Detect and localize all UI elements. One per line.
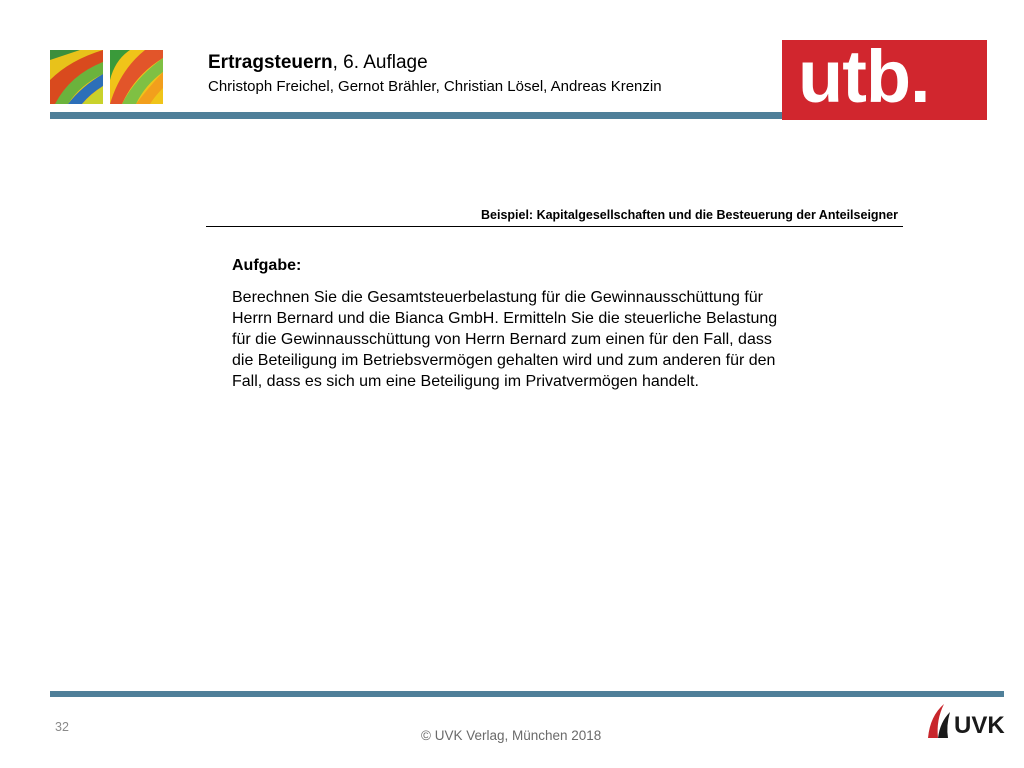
book-title-bold: Ertragsteuern <box>208 52 333 73</box>
task-line: für die Gewinnausschüttung von Herrn Bernard zum einen für den Fall, dass <box>232 331 772 348</box>
task-line: Berechnen Sie die Gesamtsteuerbelastung für die Gewinnausschüttung für <box>232 289 763 306</box>
book-title <box>208 52 428 74</box>
footer-divider-bar <box>50 691 1004 697</box>
book-edition: , 6. Auflage <box>332 52 428 73</box>
section-title: Beispiel: Kapitalgesellschaften und die Besteuerung der Anteilseigner <box>481 208 898 222</box>
cover-art-thumbnail-1 <box>50 50 103 104</box>
book-authors: Christoph Freichel, Gernot Brähler, Christian Lösel, Andreas Krenzin <box>208 78 662 95</box>
page-number: 32 <box>55 720 69 734</box>
task-line: Herrn Bernard und die Bianca GmbH. Ermitteln Sie die steuerliche Belastung <box>232 310 778 327</box>
cover-art-thumbnail-2 <box>110 50 163 104</box>
task-description <box>232 287 852 392</box>
utb-logo-text: utb. <box>798 35 930 118</box>
task-line: die Beteiligung im Betriebsvermögen gehalten wird und zum anderen für den <box>232 352 776 369</box>
task-label: Aufgabe: <box>232 257 302 274</box>
section-rule <box>206 226 903 227</box>
task-line: Fall, dass es sich um eine Beteiligung im Privatvermögen handelt. <box>232 373 699 390</box>
uvk-logo <box>926 702 1006 742</box>
header-divider-bar <box>50 112 850 119</box>
uvk-logo-text: UVK <box>954 712 1005 739</box>
copyright-notice: © UVK Verlag, München 2018 <box>421 728 602 743</box>
utb-logo <box>782 35 987 120</box>
